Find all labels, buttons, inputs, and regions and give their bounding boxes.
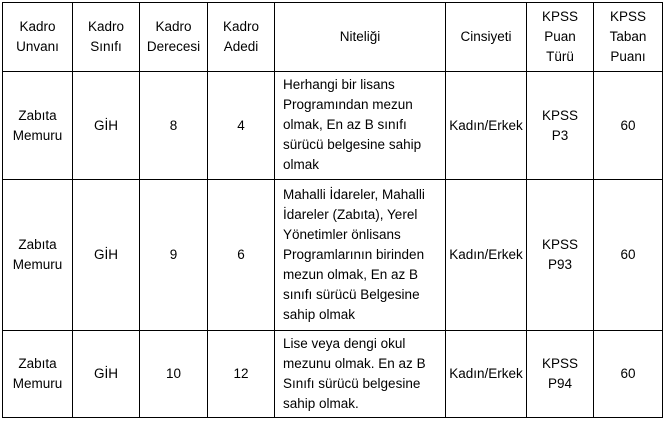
header-kpss-puan-turu: KPSS Puan Türü [527, 3, 594, 72]
table-row [3, 72, 663, 180]
cell-taban-puan: 60 [594, 331, 663, 418]
cell-taban-puan: 60 [594, 180, 663, 331]
cell-sinif: GİH [73, 180, 140, 331]
header-kadro-derecesi: Kadro Derecesi [140, 3, 208, 72]
header-niteligi: Niteliği [275, 3, 446, 72]
cell-derece: 8 [140, 72, 208, 180]
cell-unvan: Zabıta Memuru [3, 72, 73, 180]
cell-cinsiyet: Kadın/Erkek [446, 72, 527, 180]
cell-derece: 9 [140, 180, 208, 331]
cell-cinsiyet: Kadın/Erkek [446, 180, 527, 331]
header-row [3, 3, 663, 72]
cell-taban-puan: 60 [594, 72, 663, 180]
kadro-table [2, 2, 663, 418]
cell-nitelik: Herhangi bir lisans Programından mezun olmak, En az B sınıfı sürücü belgesine sahip olmak [275, 72, 446, 180]
cell-puan-turu: KPSS P93 [527, 180, 594, 331]
header-kadro-unvani: Kadro Unvanı [3, 3, 73, 72]
cell-unvan: Zabıta Memuru [3, 180, 73, 331]
cell-adet: 4 [208, 72, 275, 180]
cell-nitelik: Mahalli İdareler, Mahalli İdareler (Zabıta), Yerel Yönetimler önlisans Programlarının birinden mezun olmak, En az B sınıfı sürücü Belgesine sahip olmak [275, 180, 446, 331]
header-kpss-taban-puani: KPSS Taban Puanı [594, 3, 663, 72]
cell-cinsiyet: Kadın/Erkek [446, 331, 527, 418]
cell-derece: 10 [140, 331, 208, 418]
table-row [3, 331, 663, 418]
header-cinsiyeti: Cinsiyeti [446, 3, 527, 72]
cell-sinif: GİH [73, 72, 140, 180]
header-kadro-adedi: Kadro Adedi [208, 3, 275, 72]
cell-nitelik: Lise veya dengi okul mezunu olmak. En az B Sınıfı sürücü belgesine sahip olmak. [275, 331, 446, 418]
cell-puan-turu: KPSS P3 [527, 72, 594, 180]
cell-puan-turu: KPSS P94 [527, 331, 594, 418]
cell-sinif: GİH [73, 331, 140, 418]
header-kadro-sinifi: Kadro Sınıfı [73, 3, 140, 72]
cell-adet: 12 [208, 331, 275, 418]
table-row [3, 180, 663, 331]
cell-unvan: Zabıta Memuru [3, 331, 73, 418]
cell-adet: 6 [208, 180, 275, 331]
